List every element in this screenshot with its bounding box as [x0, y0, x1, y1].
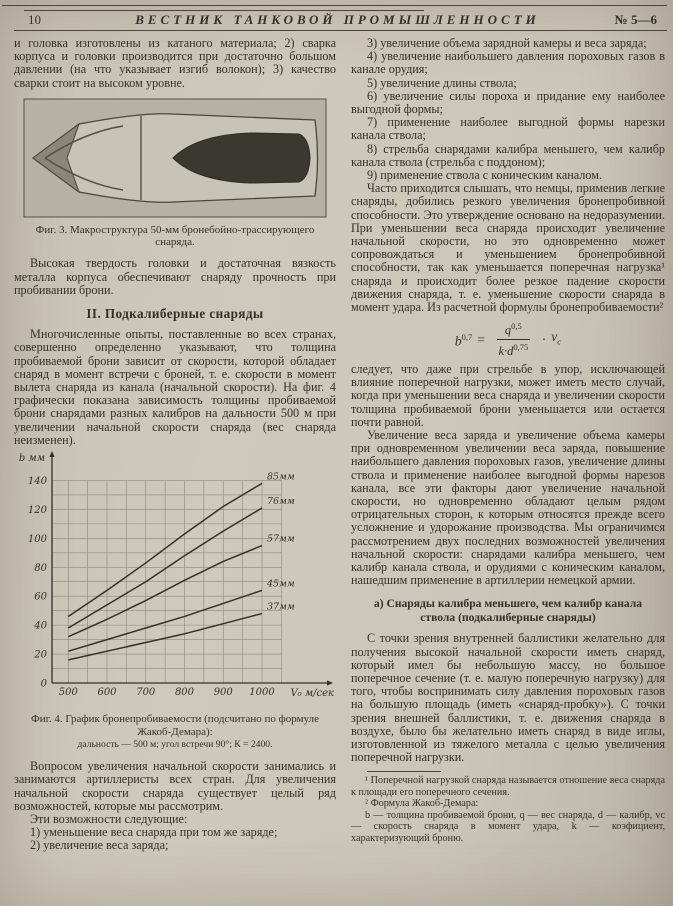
list-intro: Эти возможности следующие:: [30, 811, 188, 826]
list-item: 6) увеличение силы пороха и придание ему наиболее выгодной формы;: [351, 88, 665, 117]
svg-text:40: 40: [34, 620, 47, 632]
svg-text:500: 500: [58, 687, 78, 699]
issue-number: № 5—6: [614, 12, 657, 27]
footnote-separator: [367, 771, 441, 772]
fig4-caption: [24, 713, 326, 751]
svg-text:45мм: 45мм: [266, 578, 295, 590]
svg-text:80: 80: [34, 562, 47, 574]
svg-text:57мм: 57мм: [266, 533, 295, 545]
svg-text:700: 700: [136, 687, 156, 699]
paragraph: Увеличение веса заряда и увеличение объема камеры при одновременном увеличении веса заряда, повышение наибольшего давления пороховых газов, увеличение длины ствола и применение наиболее выгодной формы нарезов канала, все эти факторы дают увеличение начальной скорости, но одновременно обладают целым рядом отрицательных сторон, к которым относятся прежде всего усложнение и удорожание производства. Мы ограничимся рассмотрением двух последних возможностей увеличения начальной скорости: снарядами калибра меньшего, чем калибр канала ствола, и орудиями с коническим каналом, нашедшим применение в артиллерии немецкой армии.: [351, 428, 665, 588]
list-item: 7) применение наиболее выгодной формы нарезки канала ствола;: [351, 115, 665, 143]
svg-text:600: 600: [97, 687, 117, 699]
list-item: 2) увеличение веса заряда;: [30, 838, 169, 853]
svg-text:37мм: 37мм: [266, 601, 295, 613]
paragraph: Высокая твердость головки и достаточная вязкость металла корпуса обеспечивают снаряду прочность при пробивании брони.: [14, 256, 336, 297]
left-column: [14, 37, 336, 853]
svg-text:V₀ м/сек: V₀ м/сек: [290, 688, 334, 700]
header-top-rule: [2, 5, 667, 6]
equals-sign: =: [477, 331, 485, 347]
journal-title: ВЕСТНИК ТАНКОВОЙ ПРОМЫШЛЕННОСТИ: [135, 12, 540, 27]
footnotes: [351, 771, 665, 843]
svg-text:85мм: 85мм: [266, 471, 295, 483]
formula-fraction: [497, 320, 530, 358]
figure-4: [14, 450, 336, 751]
list-item: 3) увеличение объема зарядной камеры и веса заряда;: [367, 36, 647, 50]
fig3-caption: Фиг. 3. Макроструктура 50-мм бронебойно-трассирующего снаряда.: [35, 223, 315, 249]
shell-macro-photo: [23, 98, 327, 218]
fig4-caption-note: дальность — 500 м; угол встречи 90°; К = 2400.: [77, 738, 273, 750]
svg-text:100: 100: [27, 533, 47, 545]
footnote: ¹ Поперечной нагрузкой снаряда называется отношение веса снаряда к площади его поперечного сечения.: [351, 775, 665, 798]
list-item: 9) применение ствола с коническим каналом.: [367, 168, 603, 183]
fig4-caption-text: Фиг. 4. График бронепробиваемости (подсчитано по формуле Жакоб-Демара):: [31, 713, 319, 738]
figure-3: [14, 98, 336, 249]
svg-text:1000: 1000: [249, 687, 275, 699]
paragraph: С точки зрения внутренней баллистики желательно для получения высокой начальной скорости иметь снаряд, который имел бы небольшую массу, но большое поперечное сечение (т. е. малую поперечную нагрузку) для того, чтобы воспринимать силу давления пороховых газов на большую площадь (иметь «снаряд-пробку»). С точки зрения внешней баллистики, т. е. движения снаряда в воздухе, было бы желательно иметь снаряд в виде иглы, изготовленной из тяжелого металла с целью увеличения поперечной нагрузки.: [351, 631, 665, 765]
svg-text:800: 800: [174, 687, 195, 699]
paragraph: следует, что даже при стрельбе в упор, исключающей влияние поперечной нагрузки, может иметь место случай, когда при уменьшении веса снаряда и увеличении скорости толщина пробиваемой брони уменьшается или остается почти равной.: [351, 361, 665, 429]
footnote: ² Формула Жакоб-Демара:: [365, 798, 479, 810]
formula-jacob-de-marre: [351, 320, 665, 358]
svg-text:60: 60: [34, 591, 47, 603]
svg-text:20: 20: [34, 649, 47, 661]
fraction-numerator: $q^{0,5}$: [497, 320, 530, 339]
fraction-denominator: $k\cdot d^{0,75}$: [498, 341, 529, 358]
footnote: b — толщина пробиваемой брони, q — вес снаряда, d — калибр, vс — скорость снаряда в момент удара, k — коэфициент, характеризующий броню.: [351, 809, 665, 844]
subsection-heading: а) Снаряды калибра меньшего, чем калибр канала ствола (подкалиберные снаряды): [373, 597, 643, 625]
page-header: [0, 5, 673, 31]
list-item: 5) увеличение длины ствола;: [367, 75, 517, 90]
list-item: 4) увеличение наибольшего давления пороховых газов в канале орудия;: [351, 49, 665, 77]
list-item: 1) уменьшение веса снаряда при том же заряде;: [30, 825, 278, 840]
svg-text:900: 900: [213, 687, 233, 699]
section-heading: II. Подкалиберные снаряды: [86, 306, 264, 322]
svg-text:b мм: b мм: [18, 453, 45, 465]
right-column: [351, 37, 665, 853]
formula-lhs: $b^{0,7}$: [454, 331, 473, 349]
paragraph: Многочисленные опыты, поставленные во всех странах, совершенно определенно указывают, что толщина пробиваемой брони зависит от скорости, которой обладает снаряд в момент встречи с броней, т. е. скорости в момент вылета снаряда из канала (начальной скорости). На фиг. 4 графически показана зависимость толщины пробиваемой брони снарядами разных калибров на дальности 500 м при увеличении начальной скорости снаряда (вес снаряда неизменен).: [14, 327, 336, 447]
page-number: 10: [28, 12, 41, 27]
multiply-dot: ·: [541, 331, 547, 347]
paragraph: Вопросом увеличения начальной скорости занимались и занимаются артиллеристы всех стран. Для увеличения начальной скорости снаряда существует целый ряд возможностей, которые мы рассмотрим.: [14, 759, 336, 813]
svg-text:76мм: 76мм: [266, 496, 295, 508]
fig4-chart: [14, 450, 336, 711]
paragraph: и головка изготовлены из катаного материала; 2) сварка корпуса и головки производится при достаточно большом давлении (на что указывает изгиб волокон); 3) качество сварки стоит на высоком уровне.: [14, 36, 336, 90]
svg-text:0: 0: [40, 678, 47, 690]
svg-text:120: 120: [27, 504, 47, 516]
paragraph: Часто приходится слышать, что немцы, применив легкие снаряды, добились резкого увеличения бронепробивной способности. Это утверждение основано на недоразумении. При уменьшении веса снаряда происходит увеличение начальной скорости, но это одновременно может сопровождаться и уменьшением бронепробивной способности, так как уменьшается поперечная нагрузка¹ снаряда и происходит более резкое падение скорости движения снаряда, т. е. уменьшение скорости снаряда в момент удара. Из расчетной формулы бронепробиваемости²: [351, 181, 665, 315]
svg-text:140: 140: [27, 476, 47, 488]
list-item: 8) стрельба снарядами калибра меньшего, чем калибр канала ствола (стрельба с поддоном);: [351, 141, 665, 169]
formula-velocity-term: $v_с$: [551, 328, 562, 347]
